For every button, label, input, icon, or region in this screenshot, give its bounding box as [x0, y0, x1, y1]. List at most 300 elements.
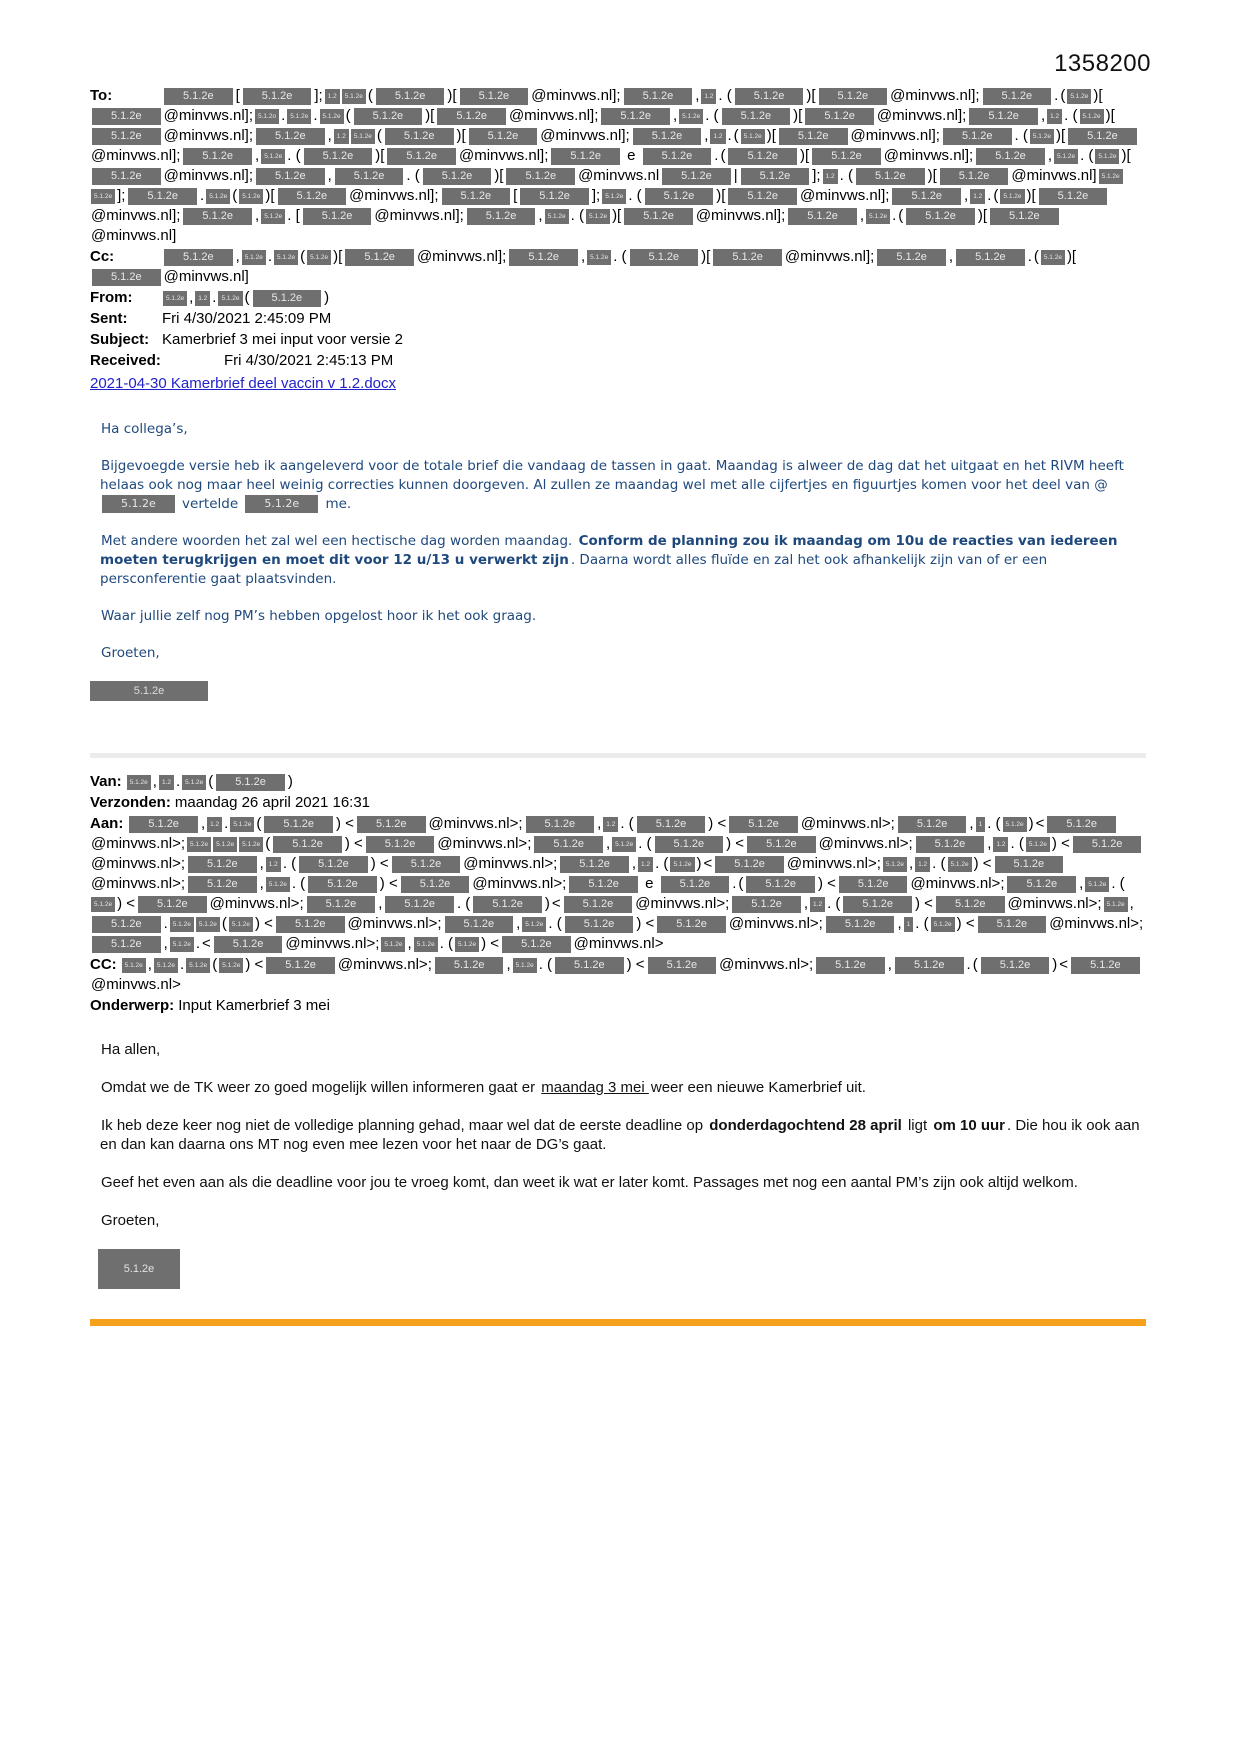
redaction-box: 5.1.2e [1080, 109, 1104, 124]
redaction-box: 5.1.2e [122, 958, 146, 973]
text-fragment: ) < [956, 915, 975, 932]
text-fragment: Groeten, [101, 1212, 160, 1229]
document-number: 1358200 [1054, 50, 1151, 77]
text-fragment: e [640, 875, 658, 892]
text-fragment: Met andere woorden het zal wel een hectische dag worden maandag. [101, 533, 577, 549]
redaction-box: 5.1.2e [256, 128, 325, 145]
redaction-box: 5.1.2e [1068, 128, 1137, 145]
redaction-box: 5.1.2e [138, 896, 207, 913]
redaction-box: 5.1.2e [92, 108, 161, 125]
text-fragment: Ha collega’s, [101, 421, 188, 437]
from-label: From: [90, 289, 133, 306]
email-1 [90, 86, 1146, 701]
redaction-box: 5.1.2e [366, 836, 435, 853]
text-fragment: ) < [344, 835, 363, 852]
text-fragment: . [1054, 87, 1059, 104]
redaction-box: 5.1.2e [320, 109, 344, 124]
redaction-box: 5.1.2e [826, 916, 895, 933]
text-fragment: @minvws.nl>; [428, 815, 523, 832]
redaction-box: 5.1.2e [188, 876, 257, 893]
redaction-box: 5.1.2e [788, 208, 857, 225]
redaction-box: 5.1.2e [741, 129, 765, 144]
redaction-box: 5.1.2e [218, 291, 242, 306]
text-fragment: ) < [379, 875, 398, 892]
text-fragment: ( [1060, 87, 1066, 104]
text-fragment: . ( [291, 875, 306, 892]
redaction-box: 1 [976, 817, 986, 832]
text-fragment: )[ [927, 167, 937, 184]
paragraph [100, 607, 1146, 626]
redaction-box: 1.2 [993, 837, 1008, 852]
text-fragment: @minvws.nl [578, 167, 660, 184]
redaction-box: 5.1.2e [630, 249, 699, 266]
onderwerp-label: Onderwerp: [90, 997, 175, 1014]
text-fragment: @minvws.nl]; [349, 187, 439, 204]
text-fragment: . ( [655, 855, 669, 872]
redaction-box: 5.1.2e [747, 836, 816, 853]
redaction-box: 5.1.2e [956, 249, 1025, 266]
redaction-box: 1.2 [701, 89, 716, 104]
redaction-box: 5.1.2e [856, 168, 925, 185]
text-fragment: . ( [915, 915, 929, 932]
redaction-box: 5.1.2e [266, 957, 335, 974]
paragraph [100, 457, 1146, 514]
text-fragment: [ [235, 87, 240, 104]
text-fragment: , [189, 289, 194, 306]
text-fragment: @minvws.nl>; [910, 875, 1005, 892]
redaction-box: 5.1.2e [513, 958, 537, 973]
text-fragment: @minvws.nl> [573, 935, 664, 952]
redaction-box: 5.1.2e [214, 936, 283, 953]
redaction-box: 5.1.2e [423, 168, 492, 185]
redaction-box: 5.1.2e [128, 188, 197, 205]
text-fragment: @minvws.nl>; [472, 875, 567, 892]
text-fragment: ]; [812, 167, 821, 184]
text-fragment: ) [1028, 815, 1034, 832]
text-fragment: ( [898, 207, 904, 224]
redaction-box: 5.1.2e [92, 916, 161, 933]
redaction-box: 5.1.2e [243, 88, 312, 105]
text-fragment: @minvws.nl>; [728, 915, 823, 932]
redaction-box: 5.1.2e [936, 896, 1005, 913]
redaction-box: 5.1.2e [127, 775, 151, 790]
text-fragment: @minvws.nl]; [91, 147, 181, 164]
redaction-box: 1.2 [710, 129, 725, 144]
redaction-box: 1.2 [266, 857, 281, 872]
redaction-box: 5.1.2e [1030, 129, 1054, 144]
text-fragment: , [259, 855, 264, 872]
redaction-box: 5.1.2e [728, 188, 797, 205]
paragraph [100, 1078, 1146, 1097]
text-fragment: @minvws.nl>; [463, 855, 558, 872]
text-fragment: , [378, 895, 383, 912]
text-fragment: @minvws.nl]; [416, 248, 507, 265]
cc-value [90, 248, 1077, 285]
redaction-box: 5.1.2e [601, 108, 670, 125]
received-value: Fri 4/30/2021 2:45:13 PM [224, 352, 394, 369]
redaction-box: 5.1.2e [895, 957, 964, 974]
text-fragment: . [1027, 248, 1032, 265]
text-fragment: . [180, 956, 185, 973]
redaction-box: 5.1.2e [92, 128, 161, 145]
redaction-box: 1.2 [1047, 109, 1062, 124]
verzonden-label: Verzonden: [90, 794, 171, 811]
text-fragment: , [859, 207, 865, 224]
header-row-attachment [90, 372, 1146, 394]
paragraph [100, 1211, 1146, 1230]
text-fragment: @minvws.nl>; [1049, 915, 1144, 932]
sent-label: Sent: [90, 310, 128, 327]
text-fragment: . ( [932, 855, 946, 872]
text-fragment: . ( [987, 815, 1001, 832]
header-row-from [90, 288, 1146, 308]
text-fragment: @minvws.nl]; [883, 147, 974, 164]
redaction-box: 1.2 [207, 817, 222, 832]
text-fragment: . [ [287, 207, 300, 224]
text-fragment: @minvws.nl]; [91, 207, 181, 224]
text-fragment: @minvws.nl>; [635, 895, 730, 912]
redaction-box: 5.1.2e [183, 148, 252, 165]
redaction-box: 5.1.2e [245, 495, 318, 513]
text-fragment: ( [733, 127, 739, 144]
redaction-box: 5.1.2e [102, 495, 175, 513]
redaction-box: 5.1.2e [602, 189, 626, 204]
text-fragment: @minvws.nl]; [531, 87, 621, 104]
text-fragment: @minvws.nl] [91, 227, 177, 244]
text-fragment: ligt [903, 1117, 932, 1134]
text-fragment: , [1079, 875, 1084, 892]
redaction-box: 5.1.2e [990, 208, 1059, 225]
redaction-box: 5.1.2e [643, 148, 712, 165]
redaction-box: 5.1.2e [1095, 149, 1119, 164]
text-fragment: < [1035, 815, 1045, 832]
email-1-body [100, 420, 1146, 663]
redaction-box: 5.1.2e [442, 188, 511, 205]
text-fragment: )[ [716, 187, 726, 204]
redaction-box: 5.1.2e [92, 168, 161, 185]
redaction-box: 5.1.2e [170, 937, 194, 952]
redaction-box: 1.2 [810, 897, 825, 912]
cc-label: Cc: [90, 248, 115, 265]
redaction-box: 5.1.2e [657, 916, 726, 933]
text-fragment: ( [720, 147, 726, 164]
redaction-box: 5.1.2e [1007, 876, 1076, 893]
redaction-box: 5.1.2e [469, 128, 538, 145]
text-fragment: . ( [827, 895, 841, 912]
text-fragment: ) < [1051, 835, 1070, 852]
text-fragment: ) < [973, 855, 992, 872]
redaction-box: 5.1.2e [587, 250, 611, 265]
text-fragment: , [597, 815, 602, 832]
text-fragment: @minvws.nl>; [800, 815, 895, 832]
text-fragment: vertelde [177, 496, 243, 512]
text-fragment: Ha allen, [101, 1041, 161, 1058]
redaction-box: 5.1.2e [732, 896, 801, 913]
redaction-box: 5.1.2e [253, 290, 322, 307]
redaction-box: 5.1.2e [569, 876, 638, 893]
text-fragment: @minvws.nl>; [347, 915, 442, 932]
text-fragment: ) < [915, 895, 933, 912]
text-fragment: ) < [336, 815, 354, 832]
text-fragment: , [580, 248, 586, 265]
redaction-box: 5.1.2e [92, 936, 161, 953]
redaction-box: 1 [904, 917, 914, 932]
text-fragment: @minvws.nl]; [163, 127, 254, 144]
redaction-box: 5.1.2e [287, 109, 311, 124]
redaction-box: 5.1.2e [92, 269, 161, 286]
text-fragment: , [255, 207, 260, 224]
text-fragment: @minvws.nl] [1011, 167, 1097, 184]
sent-value: Fri 4/30/2021 2:45:09 PM [162, 310, 332, 327]
text-fragment: ( [265, 835, 271, 852]
text-fragment: ( [993, 187, 999, 204]
redaction-box: 5.1.2e [943, 128, 1012, 145]
text-fragment: )[ [1105, 107, 1115, 124]
text-fragment: ) < [255, 915, 273, 932]
header-row-received [90, 351, 1146, 371]
redaction-box: 5.1.2e [1000, 189, 1024, 204]
text-fragment: , [887, 956, 892, 973]
text-fragment: . [966, 956, 971, 973]
text-fragment: @minvws.nl>; [337, 956, 432, 973]
text-fragment: ( [256, 815, 262, 832]
redaction-box: 5.1.2e [969, 108, 1038, 125]
text-fragment: , [255, 147, 260, 164]
header-row-subject [90, 330, 1146, 350]
text-fragment: )[ [447, 87, 457, 104]
text-fragment: [ [513, 187, 518, 204]
text-fragment: ) < [636, 915, 655, 932]
to-label: To: [90, 87, 113, 104]
redaction-box: 5.1.2e [892, 188, 961, 205]
text-fragment: . [727, 127, 732, 144]
text-fragment: )[ [612, 207, 622, 224]
redaction-box: 5.1.2e [983, 88, 1052, 105]
redaction-box: 1.2 [334, 129, 349, 144]
email-separator-line [90, 753, 1146, 758]
redaction-box: 5.1.2e [729, 816, 798, 833]
redaction-box: 5.1.2e [460, 88, 529, 105]
redaction-box: 5.1.2e [229, 917, 253, 932]
text-fragment: @minvws.nl]; [695, 207, 786, 224]
text-fragment: )[ [766, 127, 776, 144]
redaction-box: 5.1.2e [612, 837, 636, 852]
text-fragment: ) < [626, 956, 645, 973]
text-fragment: . [313, 107, 318, 124]
underlined-text-fragment: maandag 3 mei [541, 1079, 649, 1096]
text-fragment: @minvws.nl]; [876, 107, 967, 124]
text-fragment: @minvws.nl]; [890, 87, 980, 104]
text-fragment: . ( [705, 107, 719, 124]
text-fragment: @minvws.nl> [91, 976, 181, 993]
text-fragment: @minvws.nl]; [508, 107, 599, 124]
text-fragment: ( [738, 875, 744, 892]
text-fragment: , [803, 895, 809, 912]
text-fragment: , [1047, 147, 1052, 164]
text-fragment: . ( [456, 895, 471, 912]
text-fragment: . ( [287, 147, 301, 164]
email-2-header [90, 772, 1146, 1016]
onderwerp-value: Input Kamerbrief 3 mei [178, 997, 330, 1014]
redaction-box: 1.2 [325, 89, 340, 104]
text-fragment: @minvws.nl]; [784, 248, 875, 265]
attachment-link[interactable]: 2021-04-30 Kamerbrief deel vaccin v 1.2.docx [90, 375, 397, 392]
text-fragment: . ( [628, 187, 642, 204]
redaction-box: 5.1.2e [816, 957, 885, 974]
redaction-box: 5.1.2e [351, 129, 375, 144]
redaction-box: 5.1.2e [728, 148, 797, 165]
redaction-box: 1.2 [638, 857, 653, 872]
redaction-box: 5.1.2e [239, 837, 263, 852]
text-fragment: ( [300, 248, 306, 265]
redaction-box: 5.1.2e [948, 857, 972, 872]
text-fragment: . [281, 107, 286, 124]
redaction-box: 5.1.2e [976, 148, 1045, 165]
text-fragment: , [235, 248, 240, 265]
redaction-box: 5.1.2e [206, 189, 230, 204]
redaction-box: 5.1.2e [273, 836, 342, 853]
received-label: Received: [90, 352, 161, 369]
redaction-box: 5.1.2e [1071, 957, 1140, 974]
redaction-box: 5.1.2e [679, 109, 703, 124]
redaction-box: 5.1.2e [357, 816, 426, 833]
redaction-box: 5.1.2e [345, 249, 414, 266]
text-fragment: , [908, 855, 914, 872]
redaction-box: 5.1.2e [883, 857, 907, 872]
text-fragment: , [704, 127, 709, 144]
text-fragment: )[ [1055, 127, 1066, 144]
text-fragment: ) [324, 289, 330, 306]
redaction-box: 5.1.2e [261, 149, 285, 164]
redaction-box: 5.1.2e [381, 937, 405, 952]
text-fragment: @minvws.nl]; [163, 107, 254, 124]
redaction-box: 5.1.2e [898, 816, 967, 833]
text-fragment: @minvws.nl>; [91, 855, 185, 872]
text-fragment: , [516, 915, 521, 932]
text-fragment: . ( [1080, 147, 1094, 164]
header-row-cc [90, 247, 1146, 287]
text-fragment: )[ [1026, 187, 1036, 204]
text-fragment: . [200, 187, 205, 204]
redaction-box: 5.1.2e [648, 957, 717, 974]
redaction-box: 5.1.2e [216, 774, 285, 791]
text-fragment: )[ [977, 207, 988, 224]
redaction-box: 5.1.2e [376, 88, 445, 105]
text-fragment: Omdat we de TK weer zo goed mogelijk willen informeren gaat er [101, 1079, 540, 1096]
text-fragment: . ( [570, 207, 584, 224]
text-fragment: | [733, 167, 738, 184]
redaction-box: 5.1.2e [385, 896, 454, 913]
text-fragment: . ( [1111, 875, 1125, 892]
text-fragment: )[ [1121, 147, 1131, 164]
redaction-box: 5.1.2e [560, 856, 629, 873]
text-fragment: < [202, 935, 211, 952]
header-row-to [90, 86, 1146, 246]
redaction-box: 5.1.2e [335, 168, 404, 185]
redaction-box: 5.1.2e [230, 817, 254, 832]
redaction-box: 5.1.2e [385, 128, 454, 145]
text-fragment: ( [244, 289, 250, 306]
redaction-box: 5.1.2e [520, 188, 589, 205]
header-row-onderwerp [90, 996, 1146, 1016]
text-fragment: , [163, 935, 168, 952]
signature-redaction-box: 5.1.2e [90, 681, 208, 701]
redaction-box: 5.1.2e [502, 936, 571, 953]
text-fragment: ) [287, 773, 293, 790]
text-fragment: . [714, 147, 719, 164]
text-fragment: ) < [481, 935, 500, 952]
redaction-box: 5.1.2e [256, 168, 325, 185]
text-fragment: . Die hou ik ook aan en dan kan daarna ons MT nog even mee lezen voor het naar de DG’s gaat. [100, 1117, 1140, 1153]
text-fragment: . [987, 187, 992, 204]
redaction-box: 5.1.2e [188, 856, 257, 873]
redaction-box: 5.1.2e [387, 148, 456, 165]
redaction-box: 5.1.2e [154, 958, 178, 973]
redaction-box: 5.1.2e [506, 168, 575, 185]
redaction-box: 5.1.2e [467, 208, 536, 225]
redaction-box: 5.1.2e [129, 816, 198, 833]
text-fragment: , [259, 875, 264, 892]
text-fragment: @minvws.nl>; [818, 835, 913, 852]
redaction-box: 5.1.2e [264, 816, 333, 833]
cc2-value [90, 956, 1142, 993]
email-2 [90, 772, 1146, 1289]
text-fragment: . ( [1064, 107, 1078, 124]
redaction-box: 5.1.2e [645, 188, 714, 205]
text-fragment: < [703, 855, 713, 872]
redaction-box: 5.1.2e [299, 856, 368, 873]
email-2-body [100, 1040, 1146, 1230]
text-fragment: . ( [718, 87, 732, 104]
email-1-header [90, 86, 1146, 394]
text-fragment: . ( [1010, 835, 1024, 852]
text-fragment: , [407, 935, 412, 952]
redaction-box: 5.1.2e [633, 128, 702, 145]
redaction-box: 5.1.2e [670, 857, 694, 872]
redaction-box: 5.1.2e [242, 250, 266, 265]
text-fragment: , [672, 107, 678, 124]
redaction-box: 5.1.2e [735, 88, 804, 105]
text-fragment: ) [1052, 956, 1058, 973]
text-fragment: ) < [817, 875, 836, 892]
text-fragment: ) < [370, 855, 389, 872]
redaction-box: 5.1.2e [931, 917, 955, 932]
text-fragment: , [1129, 895, 1134, 912]
redaction-box: 5.1.2e [307, 896, 376, 913]
redaction-box: 5.1.2e [354, 108, 423, 125]
header-row-sent [90, 309, 1146, 329]
redaction-box: 5.1.2e [564, 896, 633, 913]
redaction-box: 5.1.2e [182, 775, 206, 790]
text-fragment: . ( [548, 915, 562, 932]
redaction-box: 5.1.2e [978, 916, 1047, 933]
redaction-box: 5.1.2e [437, 108, 506, 125]
text-fragment: . ( [538, 956, 553, 973]
redaction-box: 5.1.2e [1026, 837, 1050, 852]
text-fragment: , [631, 855, 637, 872]
text-fragment: , [506, 956, 511, 973]
text-fragment: @minvws.nl]; [800, 187, 890, 204]
text-fragment: . [224, 815, 229, 832]
redaction-box: 5.1.2e [624, 88, 693, 105]
redaction-box: 5.1.2e [1047, 816, 1116, 833]
text-fragment: , [200, 815, 206, 832]
text-fragment: ( [1033, 248, 1039, 265]
redaction-box: 5.1.2e [522, 917, 546, 932]
text-fragment: @minvws.nl]; [850, 127, 940, 144]
bold-text-fragment: om 10 uur [933, 1117, 1005, 1134]
text-fragment: ) < [726, 835, 745, 852]
